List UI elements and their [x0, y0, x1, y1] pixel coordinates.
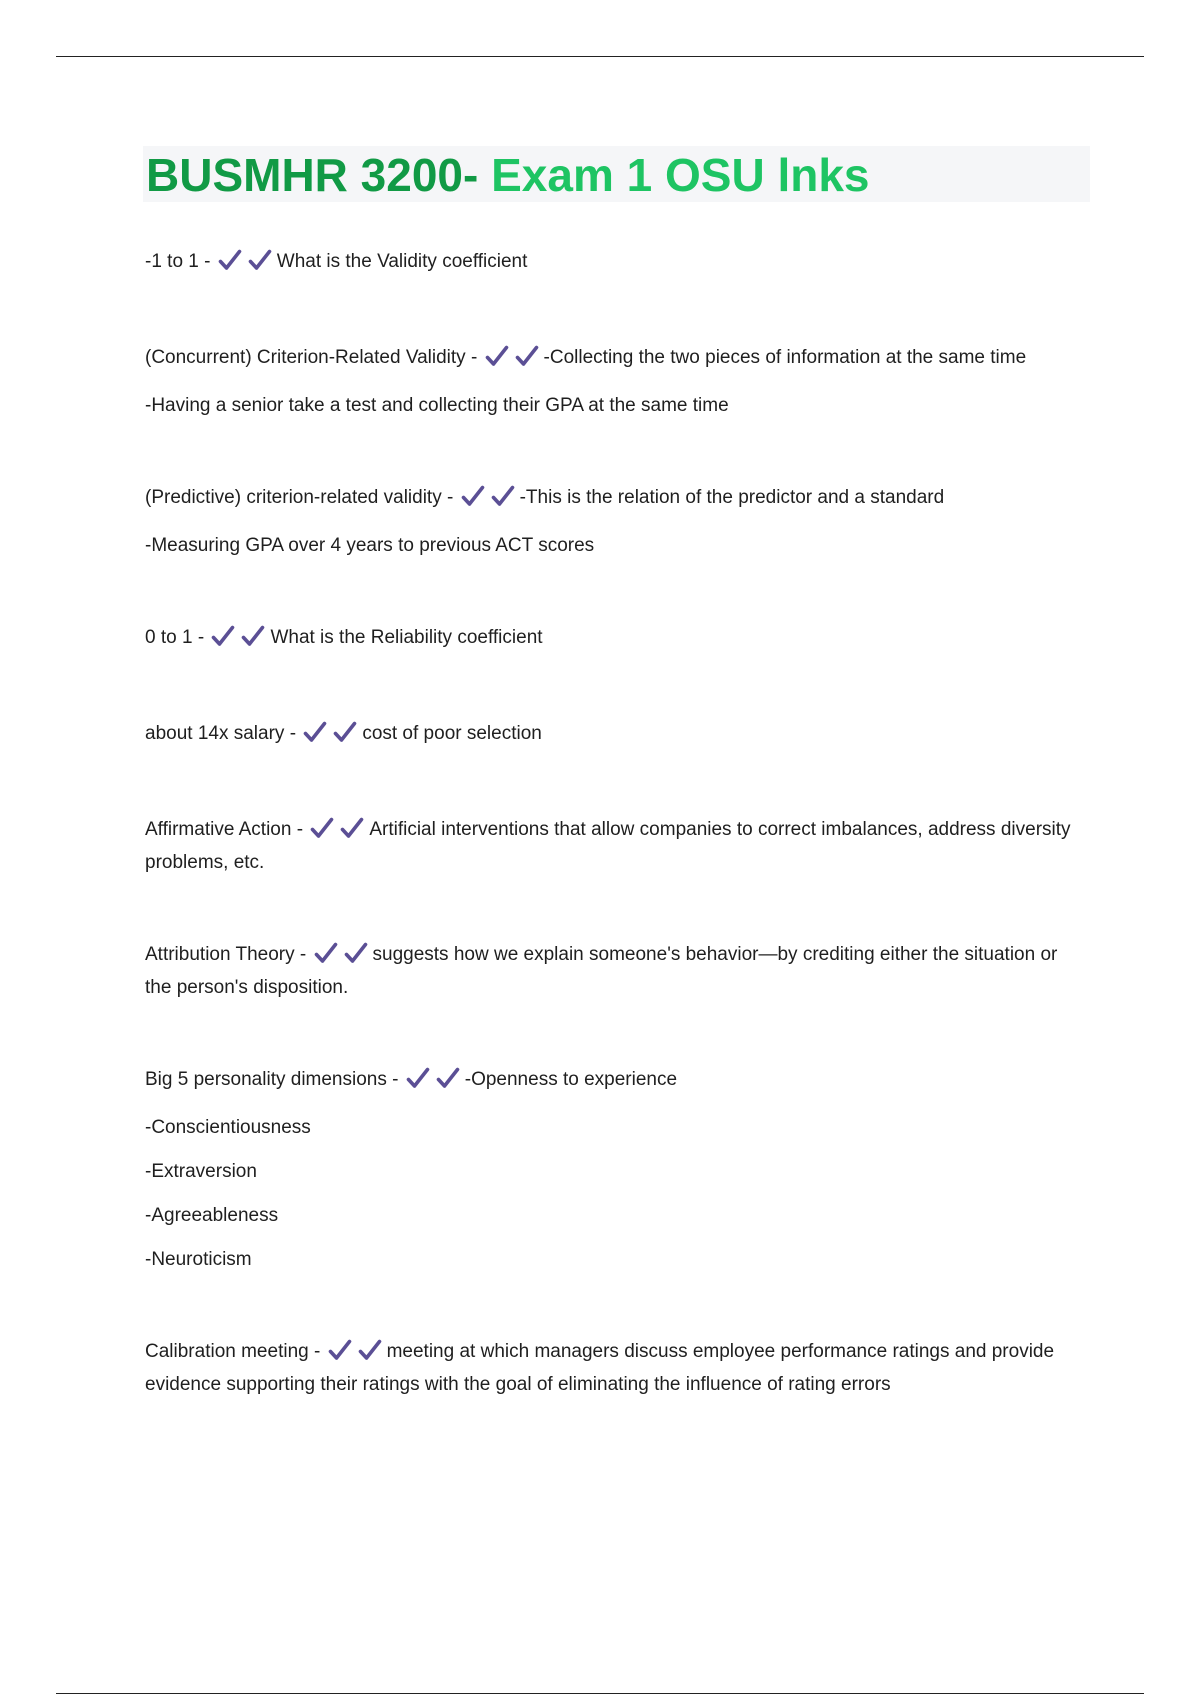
- check-mark-icon: [515, 345, 539, 367]
- check-mark-icon: [248, 249, 272, 271]
- term-separator: -: [197, 627, 205, 648]
- flashcard-first-line: [145, 1337, 1080, 1399]
- flashcard-answer-line: -Having a senior take a test and collecting their GPA at the same time: [145, 395, 729, 416]
- flashcard-entry: [145, 343, 1080, 420]
- double-check-marks: [303, 721, 359, 752]
- title-exam-name: Exam 1 OSU lnks: [491, 149, 870, 201]
- flashcard-first-line: [145, 343, 1080, 376]
- check-mark-icon: [491, 485, 515, 507]
- double-check-marks: [218, 249, 274, 280]
- flashcard-answer-line: -Neuroticism: [145, 1249, 252, 1270]
- check-mark-icon: [218, 249, 242, 271]
- flashcard-term: (Concurrent) Criterion-Related Validity: [145, 347, 466, 368]
- flashcard-term: -1 to 1: [145, 251, 199, 272]
- check-mark-icon: [303, 721, 327, 743]
- bottom-divider: [56, 1693, 1144, 1694]
- flashcard-first-line: [145, 247, 1080, 280]
- term-separator: -: [204, 251, 211, 272]
- flashcard-term: Big 5 personality dimensions: [145, 1069, 387, 1090]
- check-mark-icon: [344, 942, 368, 964]
- flashcard-entry: [145, 815, 1080, 877]
- flashcard-entry: [145, 1065, 1080, 1274]
- check-mark-icon: [314, 942, 338, 964]
- check-mark-icon: [328, 1339, 352, 1361]
- flashcard-answer: -Collecting the two pieces of information at the same time: [543, 347, 1027, 368]
- term-separator: -: [299, 944, 307, 965]
- flashcard-answer: cost of poor selection: [362, 723, 542, 744]
- flashcard-term: Calibration meeting: [145, 1341, 309, 1362]
- check-mark-icon: [310, 817, 334, 839]
- double-check-marks: [461, 485, 517, 516]
- check-mark-icon: [461, 485, 485, 507]
- double-check-marks: [314, 942, 370, 973]
- flashcard-answer: meeting at which managers discuss employee performance ratings and provide evidence supporting their ratings with the goal of eliminating the influence of rating errors: [145, 1341, 1055, 1395]
- flashcard-term: about 14x salary: [145, 723, 285, 744]
- double-check-marks: [485, 345, 541, 376]
- flashcard-entry: [145, 247, 1080, 280]
- term-separator: -: [296, 819, 304, 840]
- flashcard-term: (Predictive) criterion-related validity: [145, 487, 442, 508]
- flashcard-first-line: [145, 815, 1080, 877]
- check-mark-icon: [485, 345, 509, 367]
- top-divider: [56, 56, 1144, 57]
- check-mark-icon: [358, 1339, 382, 1361]
- flashcard-answer: What is the Validity coefficient: [276, 251, 528, 272]
- check-mark-icon: [211, 625, 235, 647]
- term-separator: -: [313, 1341, 321, 1362]
- check-mark-icon: [333, 721, 357, 743]
- check-mark-icon: [406, 1067, 430, 1089]
- flashcard-term: 0 to 1: [145, 627, 193, 648]
- flashcard-answer: suggests how we explain someone's behavior—by crediting either the situation or the person's disposition.: [145, 944, 1058, 998]
- flashcard-answer-line: -Extraversion: [145, 1161, 257, 1182]
- flashcard-entry: [145, 623, 1080, 656]
- flashcard-first-line: [145, 623, 1080, 656]
- check-mark-icon: [340, 817, 364, 839]
- flashcard-entry: [145, 719, 1080, 752]
- document-title: [146, 147, 870, 203]
- flashcard-term: Affirmative Action: [145, 819, 292, 840]
- flashcard-answer: -This is the relation of the predictor and a standard: [519, 487, 945, 508]
- flashcard-answer-line: -Agreeableness: [145, 1205, 279, 1226]
- double-check-marks: [211, 625, 267, 656]
- check-mark-icon: [241, 625, 265, 647]
- flashcard-answer-line: -Conscientiousness: [145, 1117, 311, 1138]
- flashcard-entry: [145, 940, 1080, 1002]
- flashcard-term: Attribution Theory: [145, 944, 295, 965]
- flashcard-first-line: [145, 1065, 1080, 1098]
- term-separator: -: [289, 723, 297, 744]
- flashcard-first-line: [145, 940, 1080, 1002]
- flashcard-answer: Artificial interventions that allow companies to correct imbalances, address diversity problems, etc.: [145, 819, 1071, 873]
- double-check-marks: [310, 817, 366, 848]
- flashcard-first-line: [145, 483, 1080, 516]
- flashcard-answer: -Openness to experience: [464, 1069, 678, 1090]
- flashcard-first-line: [145, 719, 1080, 752]
- flashcard-entry: [145, 483, 1080, 560]
- double-check-marks: [328, 1339, 384, 1370]
- flashcard-entry: [145, 1337, 1080, 1399]
- double-check-marks: [406, 1067, 462, 1098]
- term-separator: -: [470, 347, 478, 368]
- title-course-code: BUSMHR 3200-: [146, 149, 492, 201]
- flashcard-answer: What is the Reliability coefficient: [270, 627, 543, 648]
- check-mark-icon: [436, 1067, 460, 1089]
- flashcard-answer-line: -Measuring GPA over 4 years to previous ACT scores: [145, 535, 595, 556]
- flashcard-list: [145, 247, 1080, 1399]
- term-separator: -: [447, 487, 454, 508]
- term-separator: -: [392, 1069, 399, 1090]
